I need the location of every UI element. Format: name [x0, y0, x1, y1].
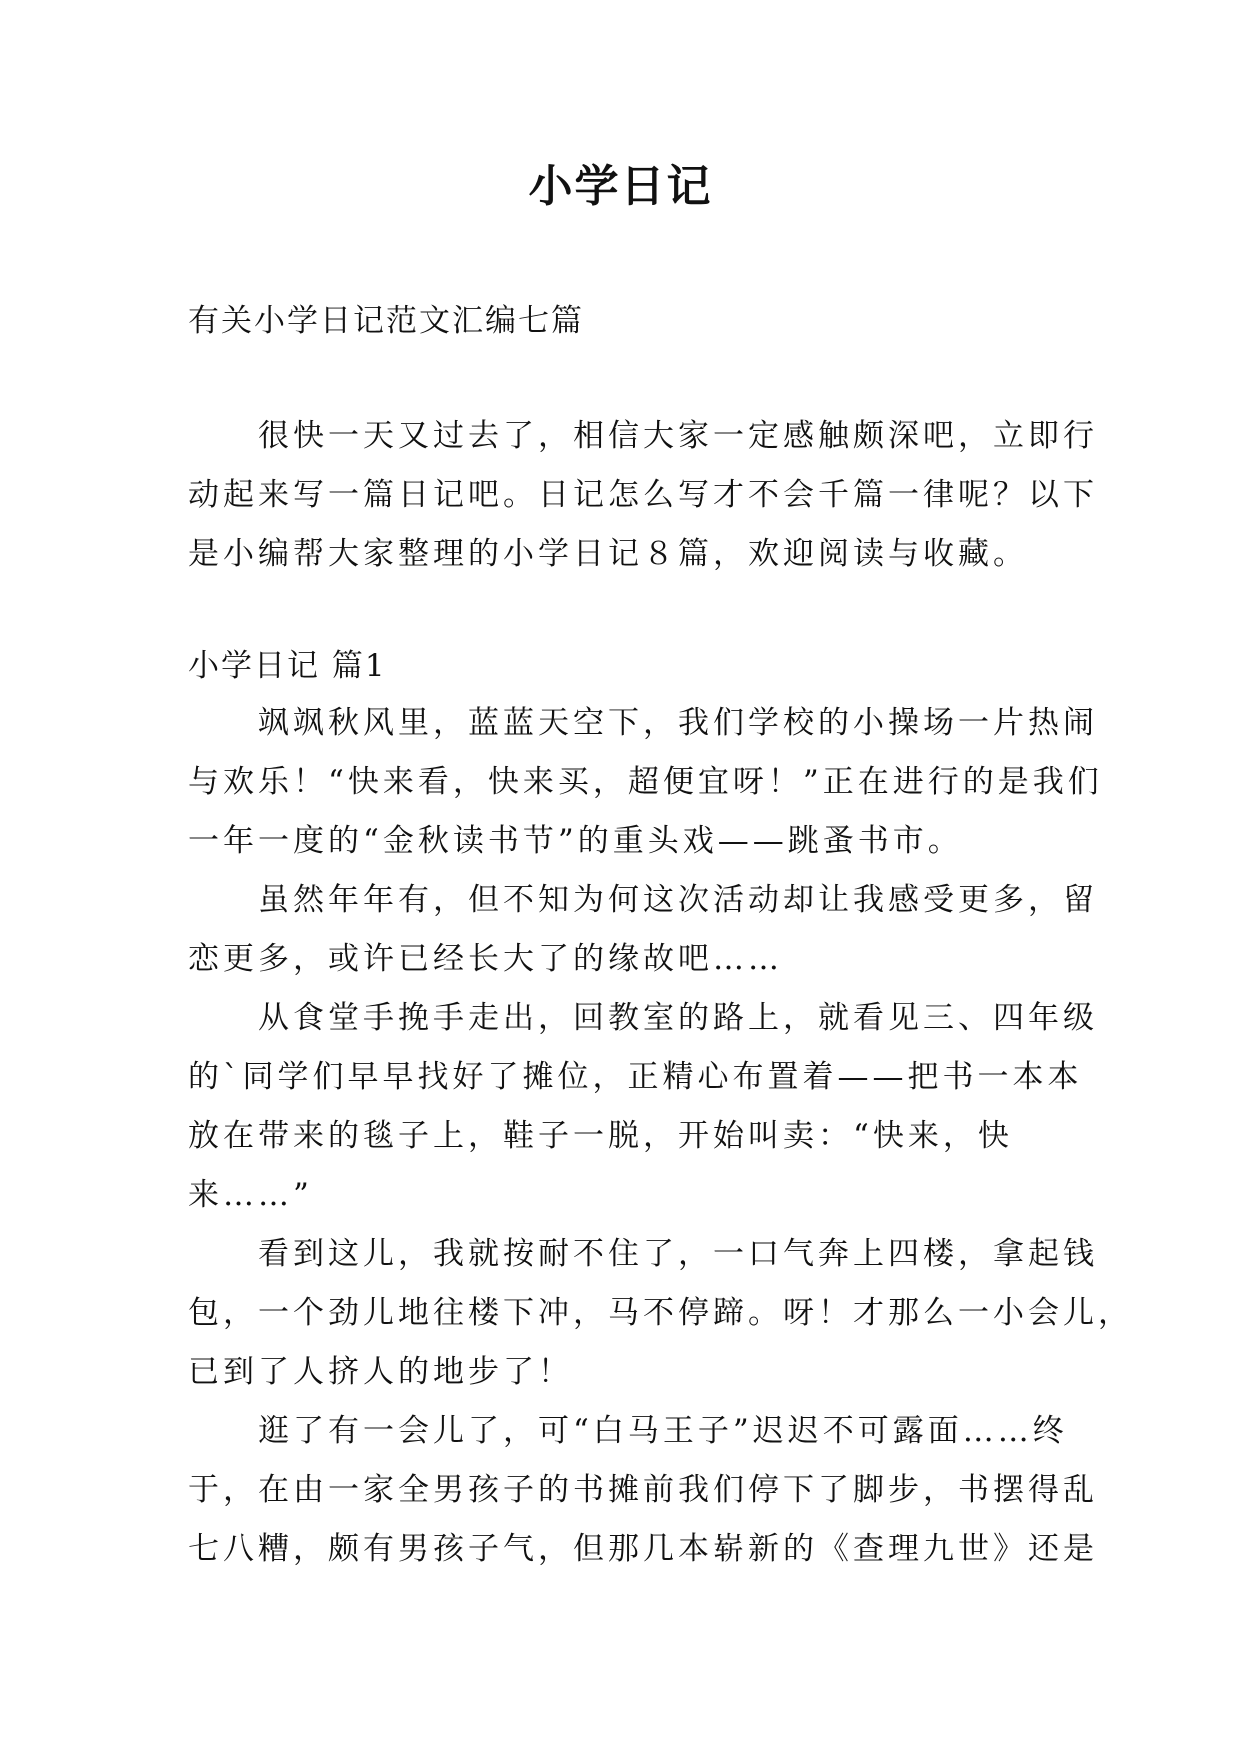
section-body — [188, 694, 1133, 1579]
body-line: 一年一度的“金秋读书节”的重头戏——跳蚤书市。 — [188, 823, 963, 859]
intro-paragraph — [188, 407, 1098, 584]
intro-line: 动起来写一篇日记吧。日记怎么写才不会千篇一律呢？以下 — [188, 477, 1098, 513]
intro-line: 很快一天又过去了，相信大家一定感触颇深吧，立即行 — [188, 418, 1098, 454]
body-line: 飒飒秋风里，蓝蓝天空下，我们学校的小操场一片热闹 — [188, 705, 1098, 741]
body-line: 七八糟，颇有男孩子气，但那几本崭新的《查理九世》还是 — [188, 1531, 1098, 1567]
body-line: 虽然年年有，但不知为何这次活动却让我感受更多，留 — [188, 882, 1098, 918]
intro-line: 是小编帮大家整理的小学日记８篇，欢迎阅读与收藏。 — [188, 536, 1028, 572]
document-title: 小学日记 — [528, 161, 713, 212]
body-line: 逛了有一会儿了，可“白马王子”迟迟不可露面……终 — [188, 1413, 1068, 1449]
body-line: 已到了人挤人的地步了！ — [188, 1354, 573, 1390]
body-line: 来……” — [188, 1177, 313, 1213]
body-line: 的`同学们早早找好了摊位，正精心布置着——把书一本本 — [188, 1059, 1083, 1095]
document-subtitle: 有关小学日记范文汇编七篇 — [188, 303, 584, 339]
section-heading: 小学日记 篇1 — [188, 648, 387, 684]
body-line: 从食堂手挽手走出，回教室的路上，就看见三、四年级 — [188, 1000, 1098, 1036]
body-line: 恋更多，或许已经长大了的缘故吧…… — [188, 941, 783, 977]
body-line: 放在带来的毯子上，鞋子一脱，开始叫卖：“快来，快 — [188, 1118, 1013, 1154]
body-line: 包，一个劲儿地往楼下冲，马不停蹄。呀！才那么一小会儿， — [188, 1295, 1133, 1331]
body-line: 看到这儿，我就按耐不住了，一口气奔上四楼，拿起钱 — [188, 1236, 1098, 1272]
body-line: 于，在由一家全男孩子的书摊前我们停下了脚步，书摆得乱 — [188, 1472, 1098, 1508]
body-line: 与欢乐！“快来看，快来买，超便宜呀！”正在进行的是我们 — [188, 764, 1103, 800]
